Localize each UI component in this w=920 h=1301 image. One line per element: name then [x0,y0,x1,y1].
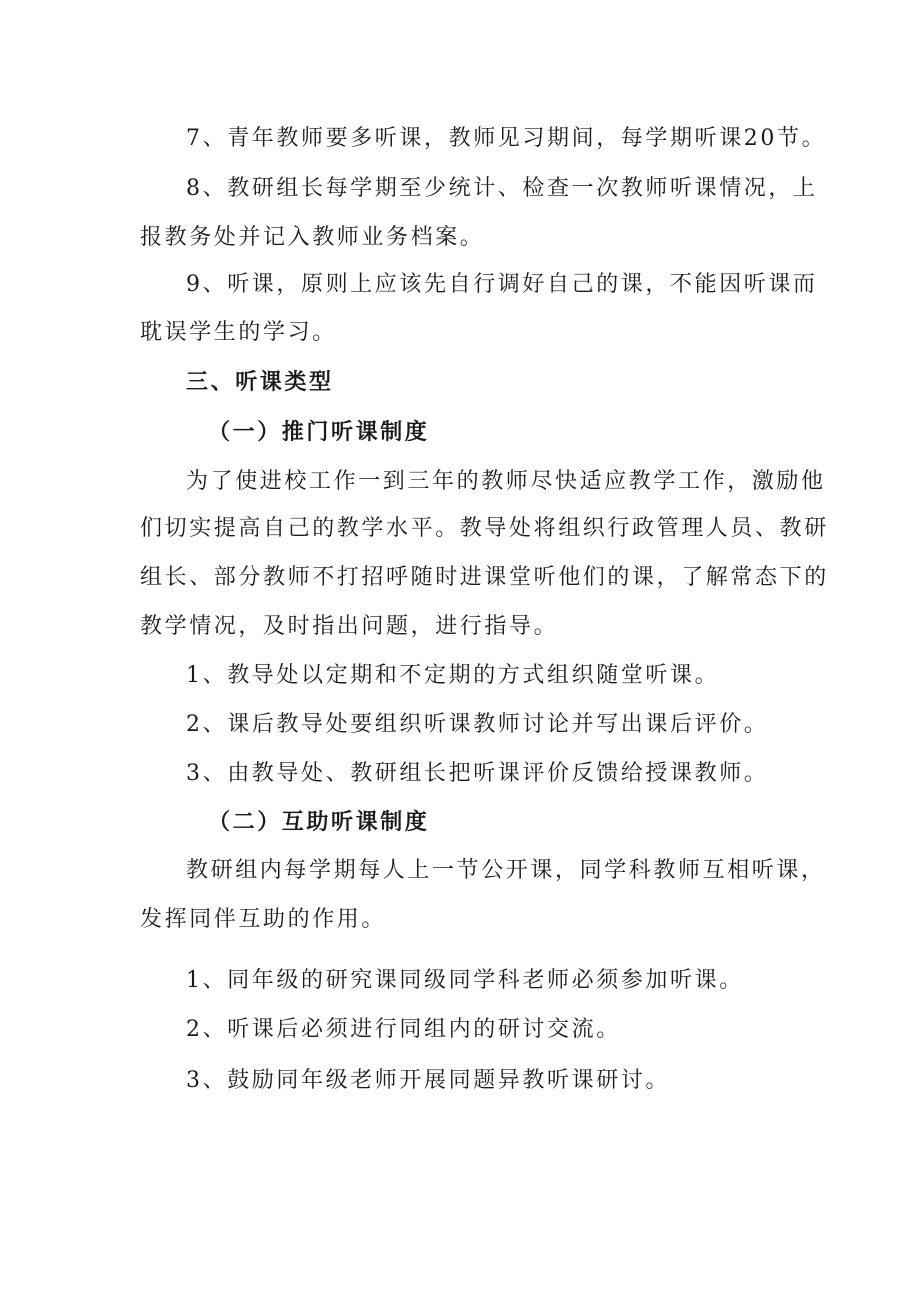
list-item: 2、课后教导处要组织听课教师讨论并写出课后评价。 [186,712,769,737]
paragraph-line: 9、听课，原则上应该先自行调好自己的课，不能因听课而 [186,272,818,297]
paragraph-line: 耽误学生的学习。 [140,320,337,345]
list-item: 1、同年级的研究课同级同学科老师必须参加听课。 [186,968,744,993]
paragraph-line: 们切实提高自己的教学水平。教导处将组织行政管理人员、教研 [140,516,829,541]
paragraph-line: 为了使进校工作一到三年的教师尽快适应教学工作，激励他 [186,469,826,494]
paragraph-line: 7、青年教师要多听课，教师见习期间，每学期听课20节。 [186,126,827,151]
list-item: 1、教导处以定期和不定期的方式组织随堂听课。 [186,663,720,688]
subsection-heading: （二）互助听课制度 [208,810,430,835]
paragraph-line: 教研组内每学期每人上一节公开课，同学科教师互相听课， [186,858,826,883]
subsection-heading: （一）推门听课制度 [208,420,430,445]
list-item: 3、鼓励同年级老师开展同题异教听课研讨。 [186,1068,670,1093]
list-item: 2、听课后必须进行同组内的研讨交流。 [186,1017,621,1042]
section-heading: 三、听课类型 [186,370,334,395]
list-item: 3、由教导处、教研组长把听课评价反馈给授课教师。 [186,761,769,786]
paragraph-line: 报教务处并记入教师业务档案。 [140,225,485,250]
paragraph-line: 教学情况，及时指出问题，进行指导。 [140,614,559,639]
paragraph-line: 发挥同伴互助的作用。 [140,907,387,932]
paragraph-line: 组长、部分教师不打招呼随时进课堂听他们的课，了解常态下的 [140,565,829,590]
paragraph-line: 8、教研组长每学期至少统计、检查一次教师听课情况，上 [186,176,818,201]
